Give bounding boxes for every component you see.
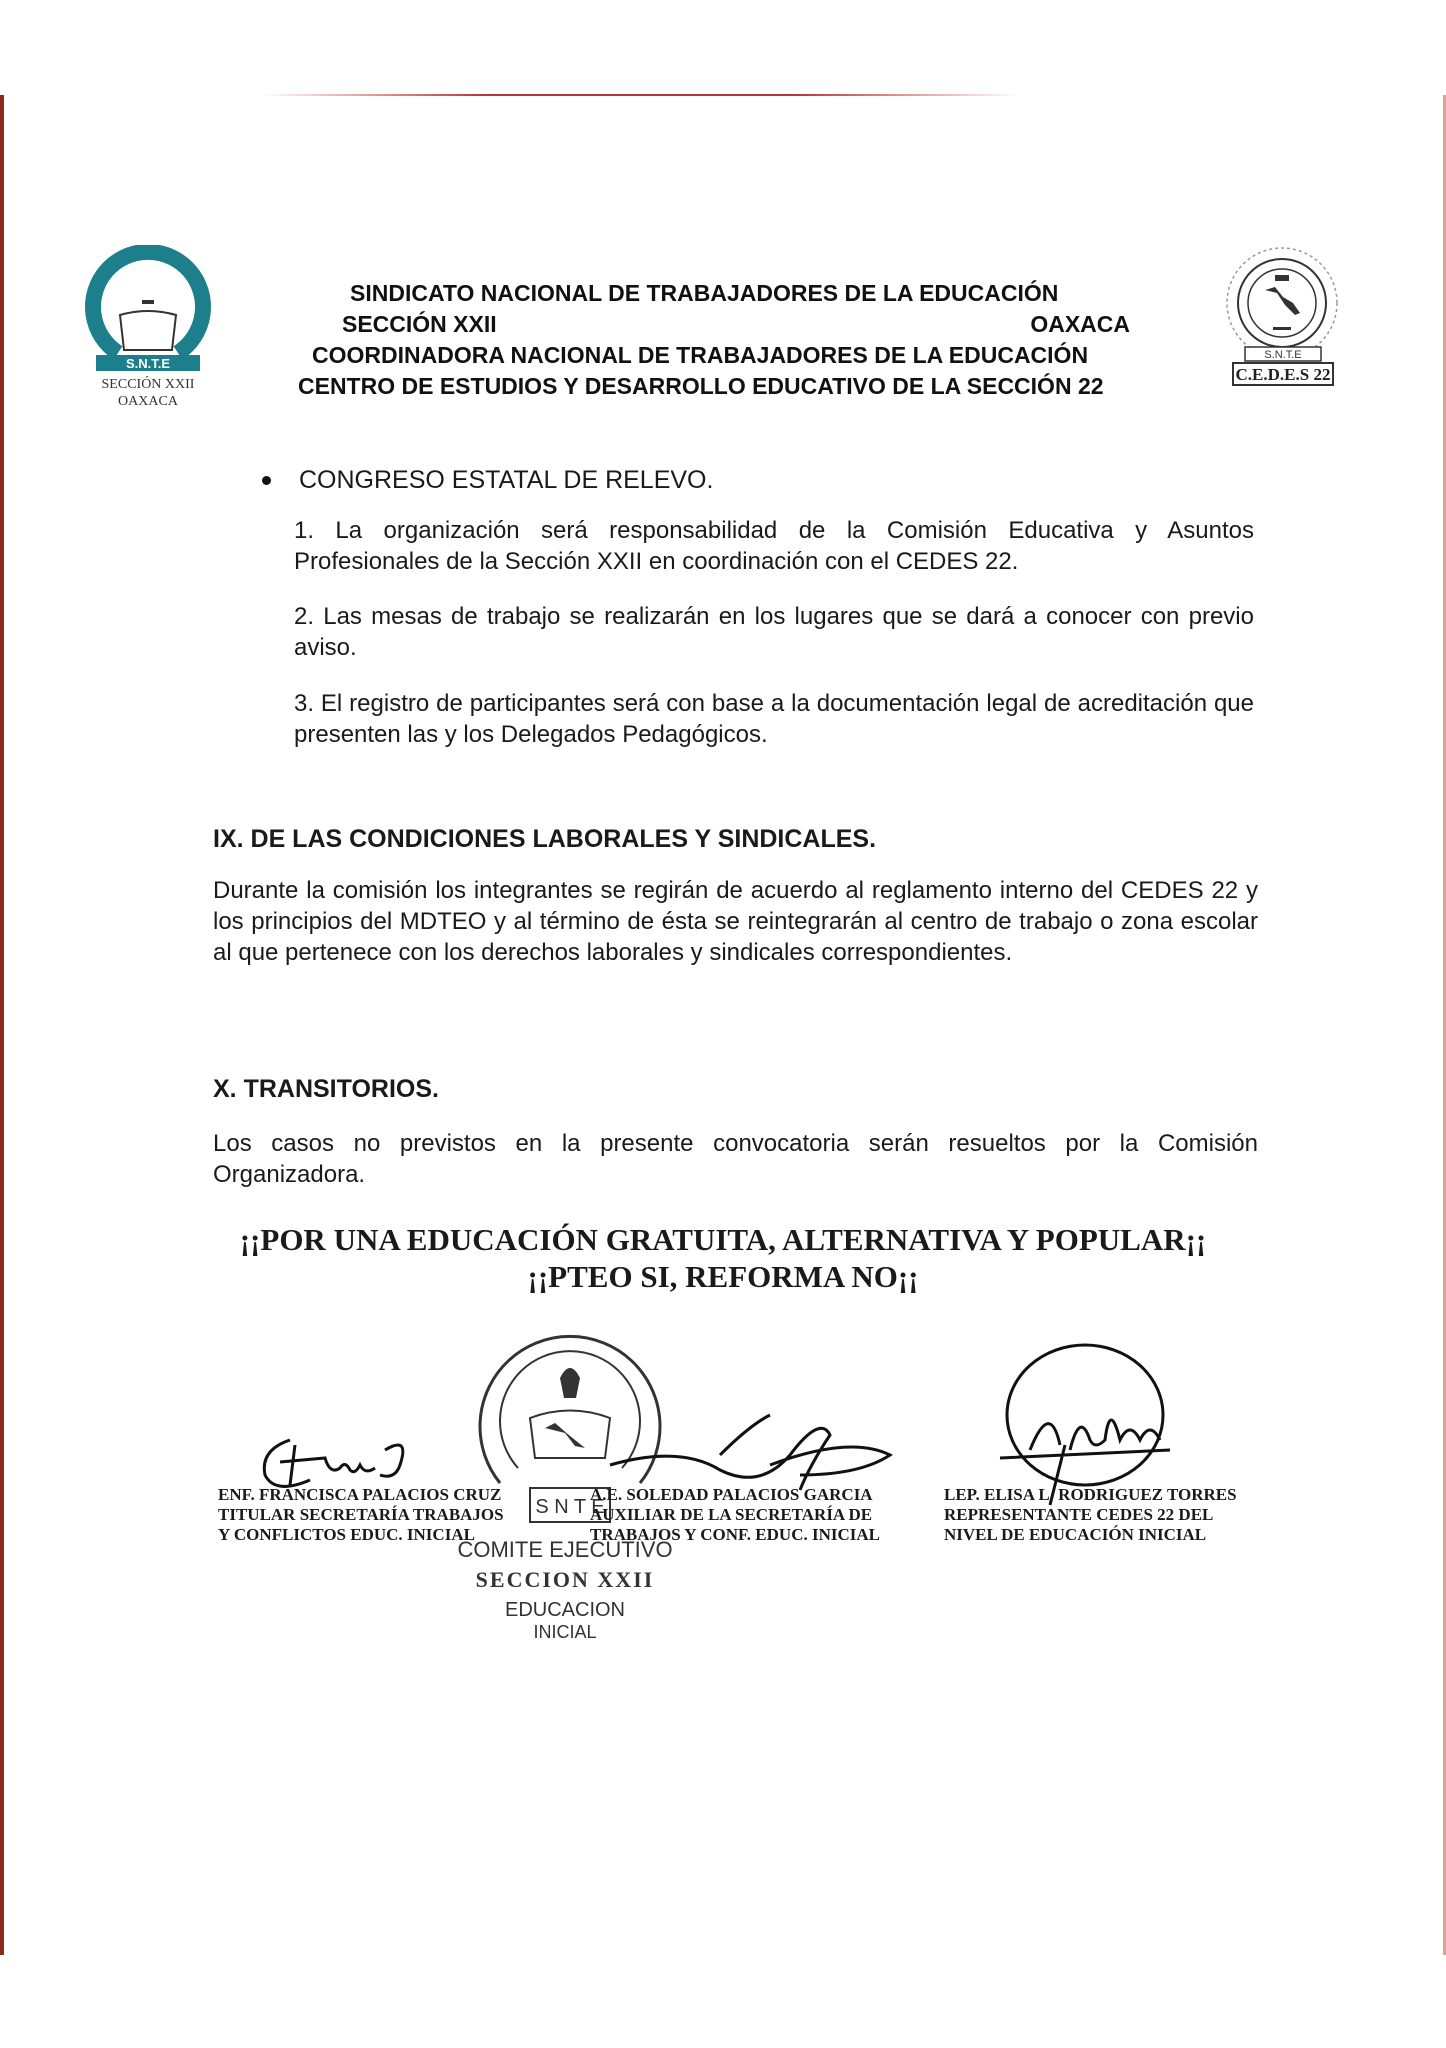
signatory-1-role-2: Y CONFLICTOS EDUC. INICIAL bbox=[218, 1525, 475, 1544]
stamp-line-4: INICIAL bbox=[533, 1622, 597, 1642]
section-10-body: Los casos no previstos en la presente convocatoria serán resueltos por la Comisión Organizadora. bbox=[213, 1130, 1258, 1188]
header-line-2 bbox=[290, 309, 1190, 340]
stamp-text bbox=[440, 1537, 690, 1643]
motto-line-1: ¡¡POR UNA EDUCACIÓN GRATUITA, ALTERNATIVA Y POPULAR¡¡ bbox=[239, 1222, 1207, 1257]
signatory-1 bbox=[218, 1485, 504, 1545]
congreso-item-3: 3. El registro de participantes será con base a la documentación legal de acreditación que presenten las y los Delegados Pedagógicos. bbox=[294, 690, 1254, 748]
signatory-2-name: A.E. SOLEDAD PALACIOS GARCIA bbox=[590, 1485, 873, 1504]
signatory-2-role-1: AUXILIAR DE LA SECRETARÍA DE bbox=[590, 1505, 873, 1524]
header-section: SECCIÓN XXII bbox=[342, 311, 497, 337]
section-9-body: Durante la comisión los integrantes se regirán de acuerdo al reglamento interno del CEDES 22 y los principios del MDTEO y al término de ésta se reintegrarán al centro de trabajo o zona escolar al que pertenece con los derechos laborales y sindicales correspondientes. bbox=[213, 877, 1258, 966]
signatory-1-name: ENF. FRANCISCA PALACIOS CRUZ bbox=[218, 1485, 502, 1504]
seal-badge: S N T E bbox=[535, 1496, 605, 1518]
signatory-3-role-1: REPRESENTANTE CEDES 22 DEL bbox=[944, 1505, 1214, 1524]
section-10-title: X. TRANSITORIOS. bbox=[213, 1075, 439, 1103]
stamp-line-1: COMITE EJECUTIVO bbox=[457, 1537, 673, 1562]
signatory-3-name: LEP. ELISA L. RODRIGUEZ TORRES bbox=[944, 1485, 1237, 1504]
signatory-2-role-2: TRABAJOS Y CONF. EDUC. INICIAL bbox=[590, 1525, 880, 1544]
snte-logo bbox=[78, 245, 218, 410]
stamp-line-2: SECCION XXII bbox=[475, 1567, 655, 1592]
congreso-title: CONGRESO ESTATAL DE RELEVO. bbox=[299, 466, 714, 494]
bullet-icon bbox=[262, 476, 271, 485]
stamp-line-3: EDUCACION bbox=[504, 1599, 625, 1621]
document-header bbox=[290, 278, 1190, 402]
cedes-badge: S.N.T.E bbox=[1264, 349, 1302, 361]
header-line-3: COORDINADORA NACIONAL DE TRABAJADORES DE LA EDUCACIÓN bbox=[312, 342, 1089, 368]
cedes-caption: C.E.D.E.S 22 bbox=[1235, 365, 1331, 384]
signatory-3 bbox=[944, 1485, 1237, 1545]
snte-caption-2: OAXACA bbox=[118, 394, 178, 409]
header-line-4: CENTRO DE ESTUDIOS Y DESARROLLO EDUCATIVO DE LA SECCIÓN 22 bbox=[298, 373, 1104, 399]
snte-emblem-icon bbox=[78, 245, 218, 410]
congreso-item-1: 1. La organización será responsabilidad de la Comisión Educativa y Asuntos Profesionales de la Sección XXII en coordinación con el CEDES 22. bbox=[294, 517, 1254, 575]
header-line-1: SINDICATO NACIONAL DE TRABAJADORES DE LA EDUCACIÓN bbox=[350, 280, 1059, 306]
congreso-heading bbox=[262, 466, 713, 495]
scan-edge-left bbox=[0, 95, 4, 1955]
top-rule bbox=[260, 94, 1020, 96]
motto-line-2: ¡¡PTEO SI, REFORMA NO¡¡ bbox=[527, 1259, 919, 1294]
signatory-3-role-2: NIVEL DE EDUCACIÓN INICIAL bbox=[944, 1525, 1207, 1544]
header-state: OAXACA bbox=[1030, 311, 1130, 337]
cedes-logo bbox=[1205, 245, 1360, 395]
snte-badge: S.N.T.E bbox=[125, 356, 171, 371]
congreso-item-2: 2. Las mesas de trabajo se realizarán en los lugares que se dará a conocer con previo aviso. bbox=[294, 603, 1254, 661]
signatory-2 bbox=[590, 1485, 880, 1545]
section-9-title: IX. DE LAS CONDICIONES LABORALES Y SINDICALES. bbox=[213, 825, 877, 853]
signatory-1-role-1: TITULAR SECRETARÍA TRABAJOS bbox=[218, 1505, 504, 1524]
cedes-emblem-icon bbox=[1205, 245, 1360, 395]
snte-caption-1: SECCIÓN XXII bbox=[101, 377, 195, 392]
